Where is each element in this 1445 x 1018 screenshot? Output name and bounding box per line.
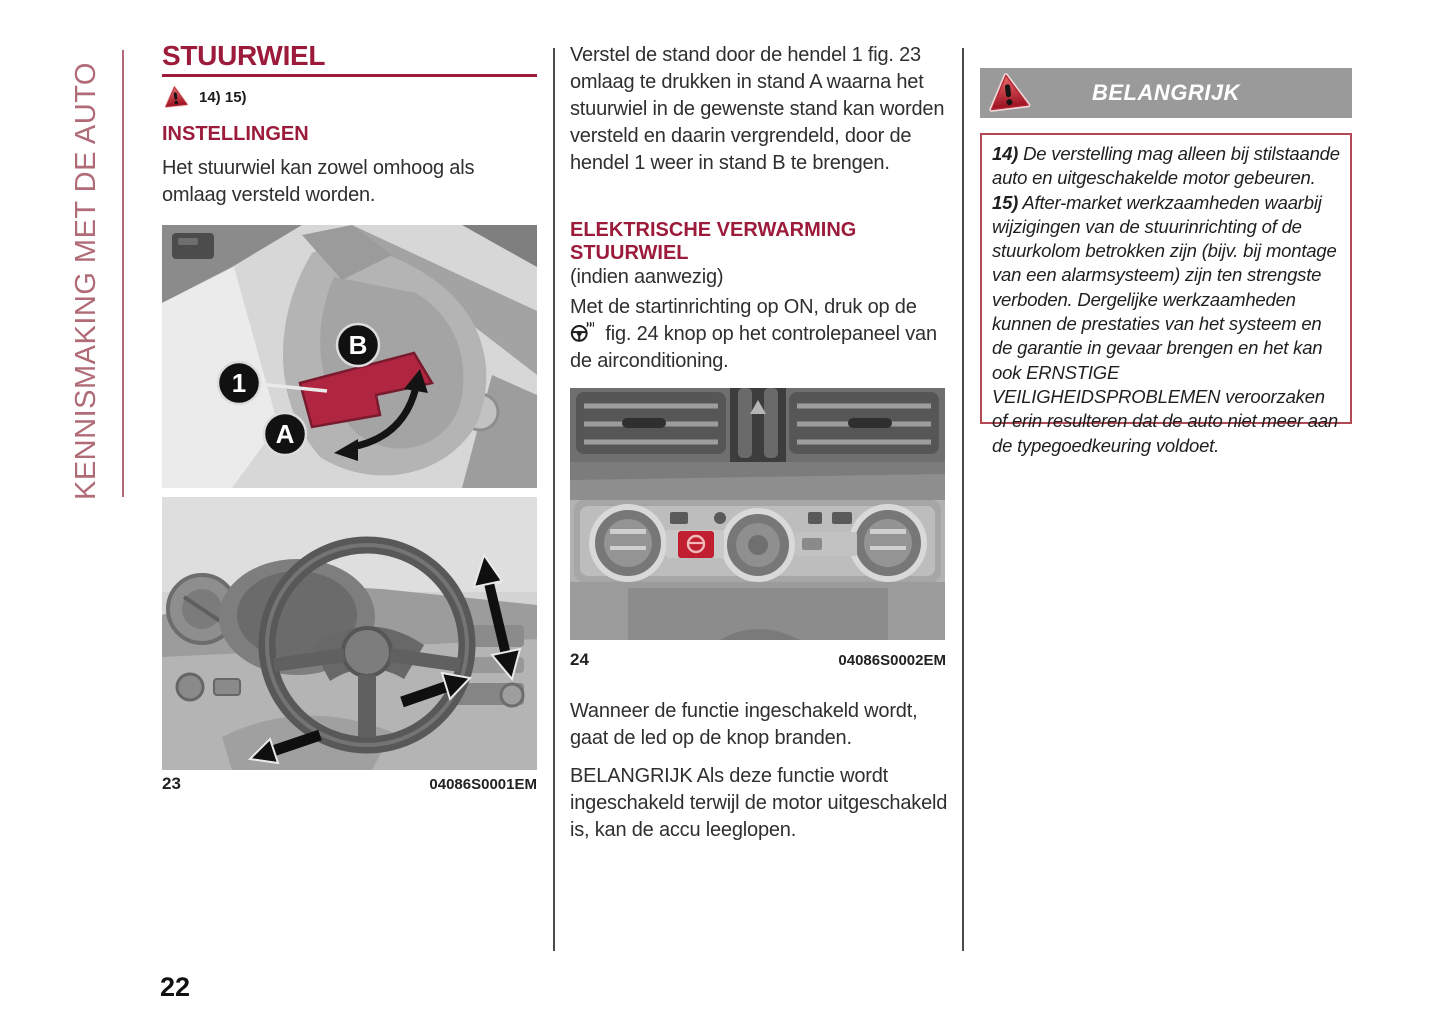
- paragraph: Wanneer de functie ingeschakeld wordt, gaat de led op de knop branden.: [570, 700, 918, 749]
- figure-24-number: 24: [570, 650, 589, 669]
- paragraph: BELANGRIJK Als deze functie wordt ingeschakeld terwijl de motor uitgeschakeld is, kan de accu leeglopen.: [570, 765, 948, 841]
- page-title: STUURWIEL: [162, 40, 326, 71]
- paragraph: [570, 294, 950, 375]
- subheading-instellingen: INSTELLINGEN: [162, 123, 309, 145]
- section-divider-line: [122, 50, 124, 497]
- column-divider: [553, 48, 555, 951]
- paragraph: Het stuurwiel kan zowel omhoog als omlaag versteld worden.: [162, 157, 475, 206]
- figure-23-code: 04086S0001EM: [429, 776, 537, 793]
- svg-text:1: 1: [231, 368, 247, 398]
- figure-23-lever-image: [162, 225, 537, 488]
- note-14-label: 14): [992, 143, 1019, 164]
- warning-triangle-icon: [985, 71, 1031, 114]
- paragraph-text: Met de startinrichting op ON, druk op de: [570, 296, 917, 318]
- subheading-elektrische-verwarming-line2: STUURWIEL: [570, 242, 689, 264]
- section-vertical-title: KENNISMAKING MET DE AUTO: [70, 62, 102, 500]
- important-header-bar: [980, 68, 1352, 118]
- column-divider: [962, 48, 964, 951]
- important-header-label: BELANGRIJK: [1091, 80, 1240, 105]
- title-underline: [162, 74, 537, 77]
- figure-label-B: [337, 324, 379, 366]
- warning-note-references: 14) 15): [199, 88, 247, 106]
- figure-label-1: [218, 362, 260, 404]
- svg-text:B: B: [348, 330, 368, 360]
- subnote-indien-aanwezig: (indien aanwezig): [570, 266, 724, 288]
- heated-steering-wheel-icon: [570, 321, 594, 343]
- page-number: 22: [160, 972, 191, 1002]
- subheading-elektrische-verwarming-line1: ELEKTRISCHE VERWARMING: [570, 219, 857, 241]
- note-15-text: After-market werkzaamheden waarbij wijzigingen van de stuurinrichting of de stuurkolom betrokken zijn (bijv. bij montage van een alarmsysteem) zijn ten strengste verboden. Dergelijke werkzaamheden kunnen de prestaties van het systeem en de garantie in gevaar brengen en het kan ook ERNSTIGE VEILIGHEIDSPROBLEMEN veroorzaken of erin resulteren dat de auto niet meer aan de typegoedkeuring voldoet.: [992, 191, 1339, 456]
- figure-24-code: 04086S0002EM: [838, 652, 946, 669]
- figure-24-control-panel-image: [570, 388, 945, 640]
- paragraph: Verstel de stand door de hendel 1 fig. 23 omlaag te drukken in stand A waarna het stuurwiel in de gewenste stand kan worden versteld en daarin vergrendeld, door de hendel 1 weer in stand B te brengen.: [570, 44, 945, 174]
- important-notes-box: [980, 133, 1352, 456]
- note-15-label: 15): [992, 191, 1019, 213]
- note-14-text: De verstelling mag alleen bij stilstaande auto en uitgeschakelde motor gebeuren.: [992, 143, 1340, 189]
- svg-text:A: A: [275, 419, 295, 449]
- figure-label-A: [264, 413, 306, 455]
- paragraph-text: fig. 24 knop op het controlepaneel van de airconditioning.: [570, 323, 937, 372]
- warning-triangle-icon: [162, 85, 189, 109]
- figure-23-number: 23: [162, 774, 181, 793]
- figure-23-wheel-image: [162, 497, 537, 770]
